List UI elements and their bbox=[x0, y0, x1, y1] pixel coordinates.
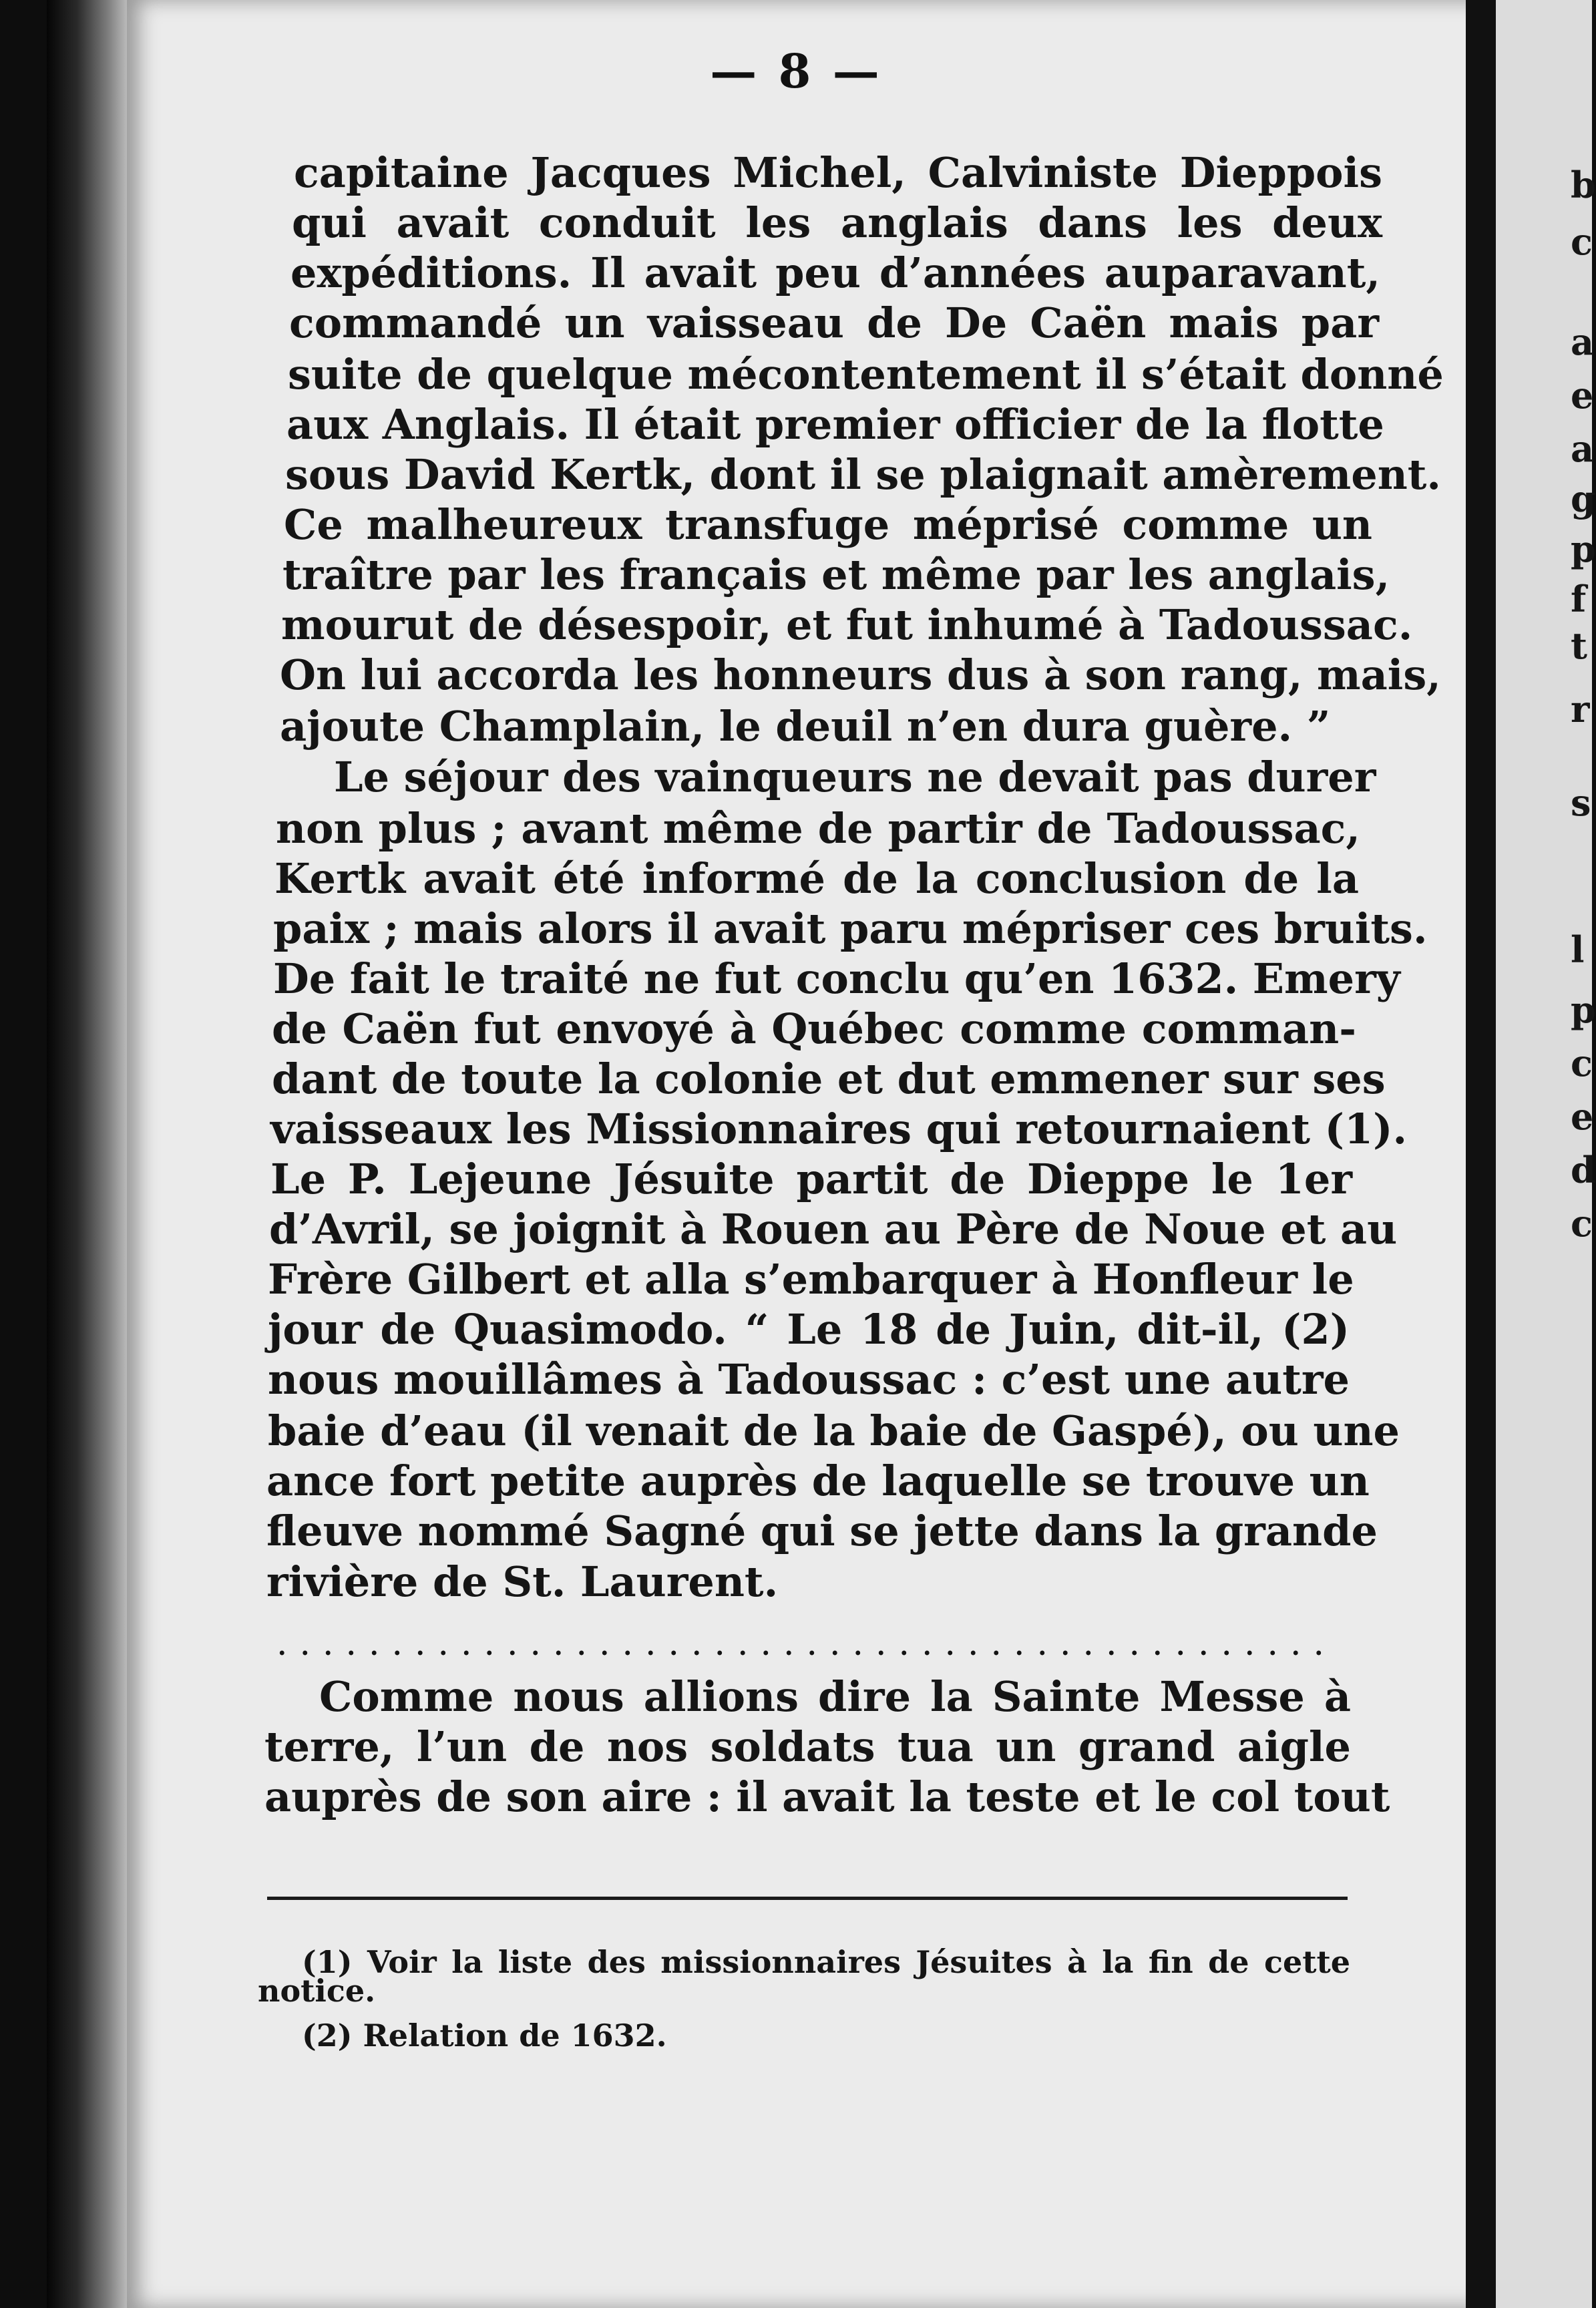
facing-page-letter: a bbox=[1571, 321, 1594, 363]
facing-page-letter: p bbox=[1571, 988, 1596, 1031]
body-line: De fait le traité ne fut conclu qu’en 1632. Emery bbox=[273, 954, 1400, 1003]
facing-page-letter: c bbox=[1571, 220, 1593, 263]
facing-page-letter: t bbox=[1571, 624, 1587, 667]
body-line: mourut de désespoir, et fut inhumé à Tadoussac. bbox=[281, 600, 1413, 649]
body-line: capitaine Jacques Michel, Calviniste Dieppois bbox=[294, 148, 1382, 197]
body-line: paix ; mais alors il avait paru mépriser ces bruits. bbox=[273, 904, 1428, 953]
dotted-separator bbox=[270, 1650, 1336, 1656]
body-line: commandé un vaisseau de De Caën mais par bbox=[289, 299, 1379, 347]
body-line: sous David Kertk, dont il se plaignait amèrement. bbox=[285, 450, 1442, 499]
body-line: ajoute Champlain, le deuil n’en dura guère. ” bbox=[280, 702, 1331, 751]
body-line: qui avait conduit les anglais dans les deux bbox=[292, 198, 1382, 247]
body-line: auprès de son aire : il avait la teste et le col tout bbox=[264, 1772, 1390, 1821]
body-line: vaisseaux les Missionnaires qui retournaient (1). bbox=[270, 1105, 1408, 1153]
facing-page-letter: r bbox=[1571, 688, 1590, 731]
body-line: non plus ; avant même de partir de Tadoussac, bbox=[276, 804, 1360, 853]
body-line: suite de quelque mécontentement il s’était donné bbox=[288, 350, 1444, 399]
body-line: expéditions. Il avait peu d’années auparavant, bbox=[290, 248, 1380, 297]
body-line: d’Avril, se joignit à Rouen au Père de Noue et au bbox=[269, 1205, 1398, 1254]
body-line: nous mouillâmes à Tadoussac : c’est une autre bbox=[268, 1355, 1350, 1404]
facing-page-letter: c bbox=[1571, 1042, 1593, 1085]
footnote-2: (2) Relation de 1632. bbox=[302, 2017, 667, 2054]
facing-page-letter: s bbox=[1571, 781, 1591, 824]
body-line: de Caën fut envoyé à Québec comme comman- bbox=[272, 1004, 1356, 1053]
body-line: dant de toute la colonie et dut emmener sur ses bbox=[272, 1054, 1386, 1103]
facing-page-letter: d bbox=[1571, 1149, 1596, 1191]
body-line: rivière de St. Laurent. bbox=[266, 1557, 779, 1606]
footnote-rule bbox=[267, 1897, 1348, 1900]
book-binding-edge bbox=[47, 0, 134, 2308]
body-line: On lui accorda les honneurs dus à son rang, mais, bbox=[280, 650, 1441, 699]
facing-page-letter: l bbox=[1571, 928, 1585, 971]
facing-page-letter: p bbox=[1571, 528, 1596, 570]
body-line: Frère Gilbert et alla s’embarquer à Honfleur le bbox=[268, 1255, 1354, 1304]
body-line: terre, l’un de nos soldats tua un grand aigle bbox=[264, 1722, 1351, 1771]
body-line: ance fort petite auprès de laquelle se trouve un bbox=[266, 1457, 1370, 1505]
footnote-1: (1) Voir la liste des missionnaires Jésuites à la fin de cette bbox=[302, 1944, 1350, 1980]
body-line: Le P. Lejeune Jésuite partit de Dieppe le 1er bbox=[270, 1155, 1352, 1203]
body-line: Comme nous allions dire la Sainte Messe à bbox=[319, 1672, 1351, 1721]
facing-page-letter: c bbox=[1571, 1202, 1593, 1245]
body-line: Kertk avait été informé de la conclusion de la bbox=[274, 854, 1359, 903]
body-line: traître par les français et même par les anglais, bbox=[282, 550, 1390, 599]
body-line: fleuve nommé Sagné qui se jette dans la grande bbox=[266, 1507, 1378, 1555]
body-line: jour de Quasimodo. “ Le 18 de Juin, dit-il, (2) bbox=[268, 1305, 1350, 1354]
facing-page-letter: e bbox=[1571, 374, 1594, 417]
facing-page-letter: g bbox=[1571, 477, 1596, 520]
body-line: aux Anglais. Il était premier officier de la flotte bbox=[286, 400, 1384, 449]
facing-page-letter: a bbox=[1571, 427, 1594, 470]
page-number: — 8 — bbox=[710, 43, 882, 99]
body-line: Le séjour des vainqueurs ne devait pas durer bbox=[334, 753, 1376, 801]
body-line: baie d’eau (il venait de la baie de Gaspé), ou une bbox=[268, 1406, 1400, 1455]
footnote-1-continuation: notice. bbox=[258, 1973, 376, 2009]
facing-page-letter: f bbox=[1571, 578, 1587, 620]
facing-page-letter: e bbox=[1571, 1095, 1594, 1138]
body-line: Ce malheureux transfuge méprisé comme un bbox=[284, 500, 1372, 549]
page-gutter bbox=[1466, 0, 1496, 2308]
facing-page-letter: b bbox=[1571, 164, 1596, 206]
